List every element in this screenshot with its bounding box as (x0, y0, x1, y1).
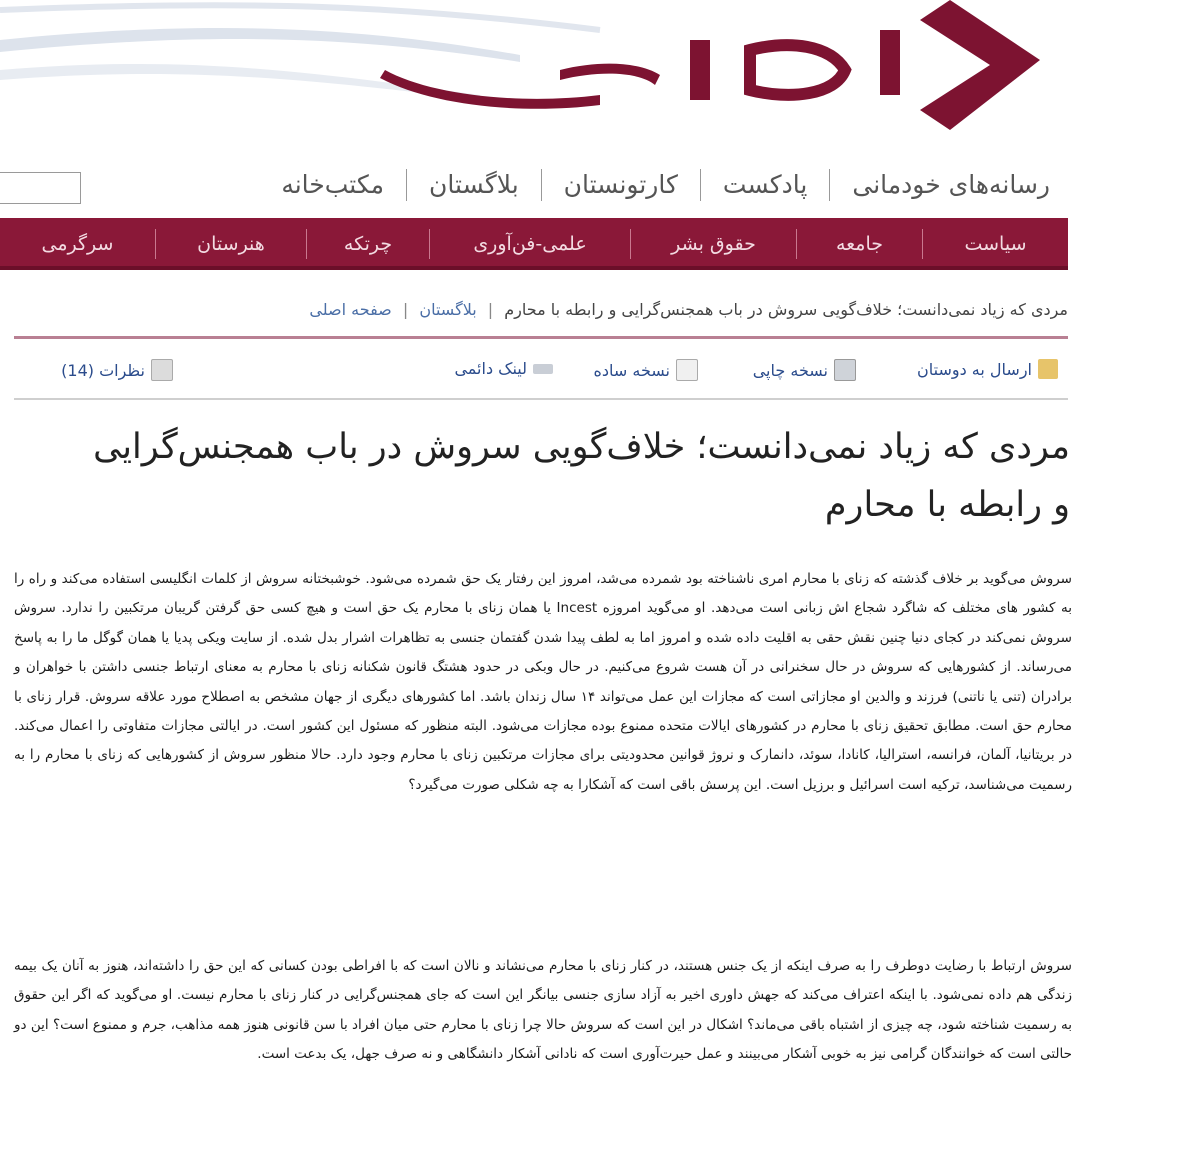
divider (14, 336, 1068, 339)
permalink-link[interactable] (454, 359, 553, 378)
breadcrumb-separator: | (402, 300, 409, 319)
send-to-friends-label: ارسال به دوستان (917, 359, 1032, 379)
simple-version-label: نسخه ساده (593, 360, 670, 380)
article-tools (14, 355, 1068, 391)
permalink-label: لینک دائمی (454, 359, 527, 378)
article-paragraph-2: سروش ارتباط با رضایت دوطرف را به صرف اینکه از یک جنس هستند، در کنار زنای با محارم می‌نشاند و نالان است که با افراطی بودن کسانی که این حق را داشته‌اند، هنوز به آنان یک بیمه زندگی هم داده نمی‌شود. با اینکه اعتراف می‌کند که جهش داوری اخیر به آزاد سازی جنسی بیانگر این است که جای همجنس‌گرایی در کنار زنای با محارم نیست. او می‌گوید که اگر این حقوق به رسمیت شناخته شود، چه چیزی از اشتباه باقی می‌ماند؟ اشکال در این است که سروش حالا چرا زنای با محارم حتی میان افراد با سن قانونی هنوز همه مذاهب، جرم و ممنوع است؟ این دو حالتی است که خوانندگان گرامی نیز به خوبی آشکار می‌بینند و عمل حیرت‌آوری است که نادانی آشکار دانشگاهی و نه صرف جهل، یک بدعت است. (14, 958, 1072, 1063)
right-margin (1075, 0, 1200, 1168)
document-icon (676, 359, 698, 381)
link-icon (533, 364, 553, 374)
site-header (0, 0, 1075, 150)
simple-version-link[interactable] (593, 359, 698, 381)
category-human-rights[interactable]: حقوق بشر (630, 229, 796, 259)
article-paragraph-1: سروش می‌گوید بر خلاف گذشته که زنای با محارم امری ناشناخته بود شمرده می‌شد، امروز این رفتار یک حق شمرده می‌شود. خوشبختانه سروش از کلمات انگلیسی استفاده می‌کند و راه را به کشور های مختلف که شاگرد شجاع اش زبانی است می‌دهد. او می‌گوید امروزه Incest یا همان زنای با محارم یک حق است و هیچ کسی حق گرفتن گریبان مرتکبین را ندارد. سروش سروش نمی‌کند در کجای دنیا چنین نقش حقی به اقلیت داده شده و امروز اما به لطف پیدا شدن گفتمان جنسی به تظاهرات اشرار بدل شده. از سایت ویکی پدیا یا همان گوگل ما را به پاسخ می‌رساند. از کشور‌هایی که سروش در حال سخنرانی در آن هست شروع می‌کنیم. در حال وبکی در حدود هشتگ قانون شکنانه زنای با محارم به معنای ارتباط جنسی داشتن با خواهران و برادران (تنی یا ناتنی) فرزند و والدین او مجازاتی است که مجازات این عمل می‌تواند ۱۴ سال زندان باشد. اما کشورهای دیگری از جهان مشخص به اصطلاح مورد علاقه سروش. قرار زنای با محارم حق است. مطابق تحقیق زنای با محارم در کشور‌های ایالات متحده ممنوع بوده مجازات می‌شود. البته منظور که مسئول این کشور است. در ایالتی مجازات متفاوتی را اعمال می‌کند. در بریتانیا، آلمان، فرانسه، استرالیا، کانادا، سوئد، دانمارک و نروژ قوانین محدودیتی برای مجازات مرتکبین زنای با محارم وجود دارد. حالا منظور سروش از کشور‌هایی که زنای با محارم را به رسمیت می‌شناسد، ترکیه است اسرائیل و برزیل است. این پرسش باقی است که آشکارا به چه شکلی صورت می‌گیرد؟ (14, 571, 1073, 793)
article-title (30, 418, 1070, 534)
topnav-item-media[interactable]: رسانه‌های خودمانی (829, 169, 1060, 201)
breadcrumb-separator: | (487, 300, 494, 319)
category-arts[interactable]: هنرستان (155, 229, 306, 259)
envelope-icon (1038, 359, 1058, 379)
send-to-friends-link[interactable] (917, 359, 1058, 379)
top-navigation (0, 160, 1060, 210)
header-swoosh-graphic (0, 0, 1075, 150)
printer-icon (834, 359, 856, 381)
topnav-item-school[interactable]: مکتب‌خانه (281, 170, 385, 199)
topnav-item-blogs[interactable]: بلاگستان (406, 169, 541, 201)
comments-link[interactable] (61, 359, 173, 381)
comments-label: نظرات (14) (61, 360, 145, 380)
topnav-item-cartoons[interactable]: کارتونستان (541, 169, 700, 201)
breadcrumb-home-link[interactable]: صفحه اصلی (309, 300, 392, 319)
breadcrumb-section-link[interactable]: بلاگستان (419, 300, 477, 319)
breadcrumb-current: مردی که زیاد نمی‌دانست؛ خلاف‌گویی سروش در باب همجنس‌گرایی و رابطه با محارم (504, 300, 1068, 319)
divider (14, 398, 1068, 400)
comment-icon (151, 359, 173, 381)
category-society[interactable]: جامعه (796, 229, 922, 259)
print-version-link[interactable] (753, 359, 856, 381)
breadcrumb (70, 300, 1068, 319)
topnav-item-podcast[interactable]: پادکست (700, 169, 829, 201)
article-title-line-1: مردی که زیاد نمی‌دانست؛ خلاف‌گویی سروش در باب همجنس‌گرایی (93, 427, 1070, 467)
search-input[interactable] (0, 172, 81, 204)
category-economy[interactable]: چرتکه (306, 229, 429, 259)
category-science-tech[interactable]: علمی-فن‌آوری (429, 229, 630, 259)
print-version-label: نسخه چاپی (752, 360, 828, 380)
category-politics[interactable]: سیاست (922, 229, 1068, 259)
category-bar (0, 218, 1068, 270)
category-entertainment[interactable]: سرگرمی (41, 233, 114, 255)
article-title-line-2: و رابطه با محارم (824, 485, 1070, 525)
